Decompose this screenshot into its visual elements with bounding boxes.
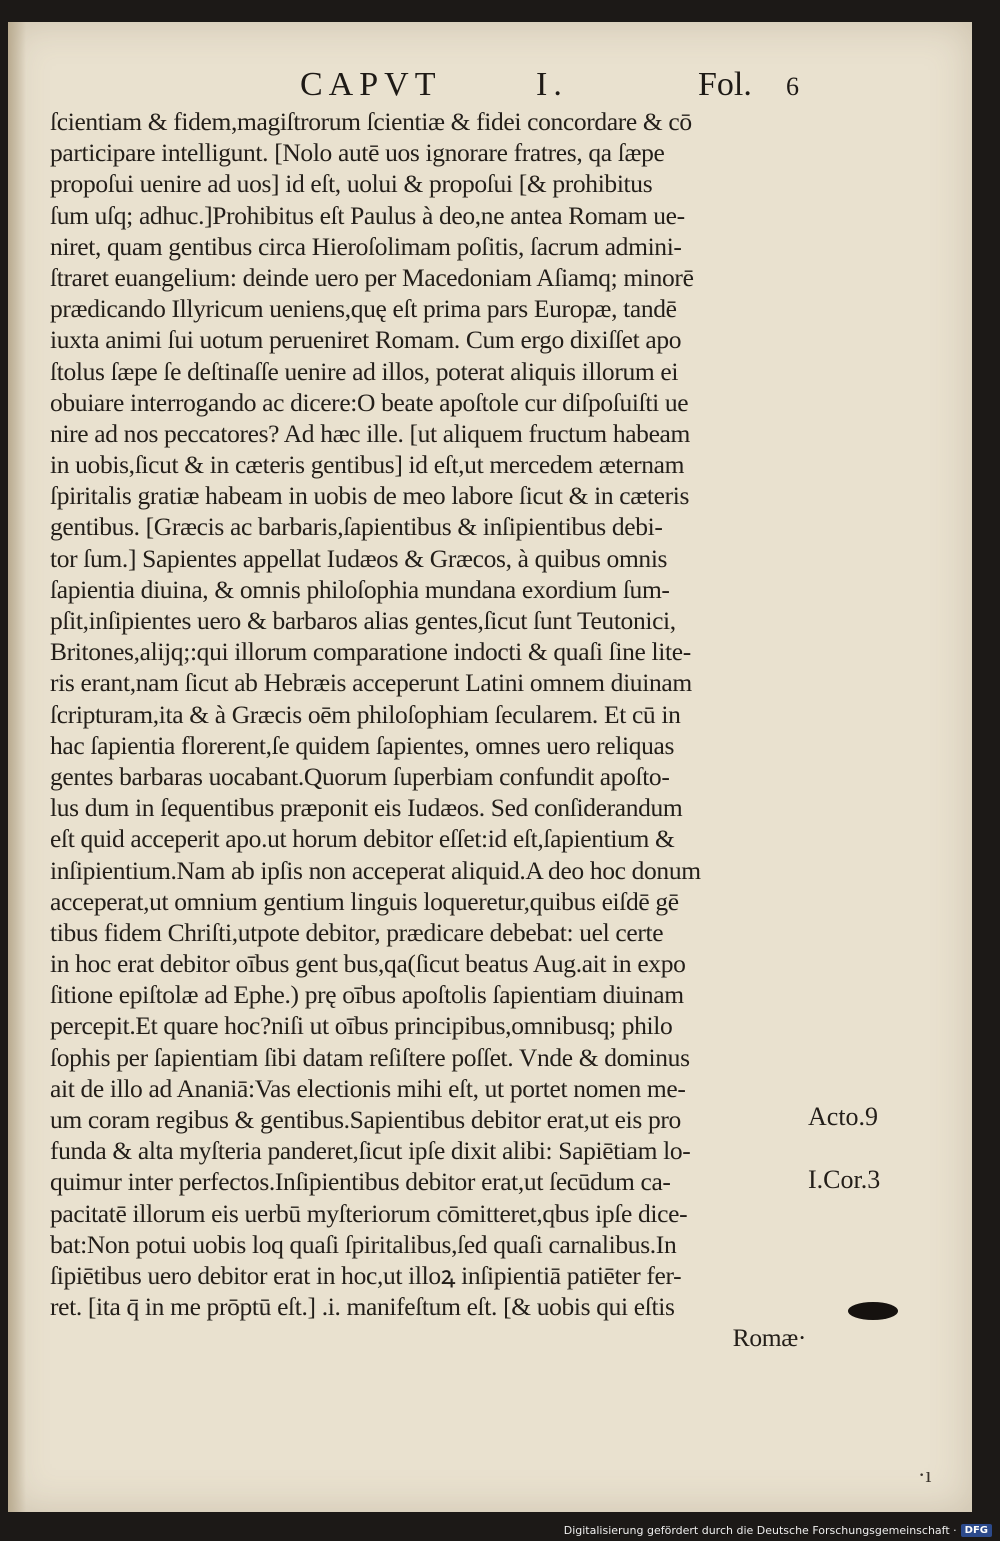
text-line: funda & alta myſteria panderet,ſicut ipſe dixit alibi: Sapiētiam lo- xyxy=(50,1136,691,1166)
text-line: lus dum in ſequentibus præponit eis Iudæos. Sed conſiderandum xyxy=(50,793,683,823)
text-line: nire ad nos peccatores? Ad hæc ille. [ut aliquem fructum habeam xyxy=(50,418,691,448)
text-line: niret, quam gentibus circa Hieroſolimam poſitis, ſacrum admini- xyxy=(50,231,682,261)
ink-blot xyxy=(848,1302,898,1320)
text-line: ris erant,nam ſicut ab Hebræis acceperunt Latini omnem diuinam xyxy=(50,668,692,698)
text-line: gentes barbaras uocabant.Quorum ſuperbiam confundit apoſto- xyxy=(50,761,670,791)
dfg-logo: DFG xyxy=(961,1524,992,1537)
margin-note: Acto.9 xyxy=(808,1102,879,1132)
text-line: tibus fidem Chriſti,utpote debitor, prædicare debebat: uel certe xyxy=(50,917,664,947)
page-mark: ·ı xyxy=(918,1462,932,1487)
text-line: ret. [ita q̄ in me prōptū eſt.] .i. manifeſtum eſt. [& uobis qui eſtis xyxy=(50,1292,675,1322)
running-header xyxy=(300,66,820,106)
text-line: hac ſapientia florerent,ſe quidem ſapientes, omnes uero reliquas xyxy=(50,730,675,760)
chapter-number: I. xyxy=(536,66,568,103)
text-line: ſcripturam,ita & à Græcis oēm philoſophiam ſecularem. Et cū in xyxy=(50,699,681,729)
text-line: ſcientiam & fidem,magiſtrorum ſcientiæ & fidei concordare & cō xyxy=(50,107,692,136)
margin-note: I.Cor.3 xyxy=(808,1164,881,1194)
text-line: um coram regibus & gentibus.Sapientibus debitor erat,ut eis pro xyxy=(50,1105,681,1134)
text-line: ſapientia diuina, & omnis philoſophia mundana exordium ſum- xyxy=(50,574,670,604)
text-line: ſitione epiſtolæ ad Ephe.) prę oībus apoſtolis ſapientiam diuinam xyxy=(50,980,684,1010)
text-line: ſum uſq; adhuc.]Prohibitus eſt Paulus à deo,ne antea Romam ue- xyxy=(50,200,685,230)
catchword: Romæ· xyxy=(732,1323,806,1353)
text-line: prædicando Illyricum ueniens,quę eſt prima pars Europæ, tandē xyxy=(50,294,677,324)
text-line: bat:Non potui uobis loq quaſi ſpiritalibus,ſed quaſi carnalibus.In xyxy=(50,1229,677,1259)
text-line: iuxta animi ſui uotum perueniret Romam. Cum ergo dixiſſet apo xyxy=(50,325,682,355)
text-line: gentibus. [Græcis ac barbaris,ſapientibus & inſipientibus debi- xyxy=(50,512,663,542)
text-line: tor ſum.] Sapientes appellat Iudæos & Græcos, à quibus omnis xyxy=(50,543,668,573)
text-line: eſt quid acceperit apo.ut horum debitor eſſet:id eſt,ſapientium & xyxy=(50,824,675,854)
text-line: participare intelligunt. [Nolo autē uos ignorare fratres, qa ſæpe xyxy=(50,138,665,168)
text-line: ſtolus ſæpe ſe deſtinaſſe uenire ad illos, poterat aliquis illorum ei xyxy=(50,356,679,386)
text-line: ſipiētibus uero debitor erat in hoc,ut illoꝝ inſipientiā patiēter fer- xyxy=(50,1260,682,1290)
text-line: ſophis per ſapientiam ſibi datam reſiſtere poſſet. Vnde & dominus xyxy=(50,1042,690,1072)
text-line: Britones,alijq;:qui illorum comparatione indocti & quaſi ſine lite- xyxy=(50,637,691,667)
footer-credit xyxy=(564,1522,992,1538)
text-line: ait de illo ad Ananiā:Vas electionis mihi eſt, ut portet nomen me- xyxy=(50,1073,686,1103)
text-line: pſit,inſipientes uero & barbaros alias gentes,ſicut ſunt Teutonici, xyxy=(50,606,676,635)
text-line: pacitatē illorum eis uerbū myſteriorum cōmitteret,qbus ipſe dice- xyxy=(50,1198,688,1228)
text-line: ſpiritalis gratiæ habeam in uobis de meo labore ſicut & in cæteris xyxy=(50,481,690,511)
text-line: quimur inter perfectos.Inſipientibus debitor erat,ut ſecūdum ca- xyxy=(50,1167,671,1197)
text-line: in uobis,ſicut & in cæteris gentibus] id eſt,ut mercedem æternam xyxy=(50,450,685,480)
running-title: CAPVT xyxy=(300,66,442,103)
text-line: in hoc erat debitor oībus gent bus,qa(ſicut beatus Aug.ait in expo xyxy=(50,949,686,979)
body-text xyxy=(50,106,810,1354)
text-line: percepit.Et quare hoc?niſi ut oībus principibus,omnibusq; philo xyxy=(50,1011,673,1041)
footer-credit-text: Digitalisierung gefördert durch die Deutsche Forschungsgemeinschaft · xyxy=(563,1523,957,1537)
text-line: propoſui uenire ad uos] id eſt, uolui & propoſui [& prohibitus xyxy=(50,169,653,199)
folio-label: Fol. xyxy=(698,66,752,103)
text-line: inſipientium.Nam ab ipſis non acceperat aliquid.A deo hoc donum xyxy=(50,855,701,885)
folio-number: 6 xyxy=(786,72,799,101)
text-line: obuiare interrogando ac dicere:O beate apoſtole cur diſpoſuiſti ue xyxy=(50,387,689,417)
text-line: ſtraret euangelium: deinde uero per Macedoniam Aſiamq; minorē xyxy=(50,262,694,292)
text-line: acceperat,ut omnium gentium linguis loqueretur,quibus eiſdē gē xyxy=(50,886,679,916)
